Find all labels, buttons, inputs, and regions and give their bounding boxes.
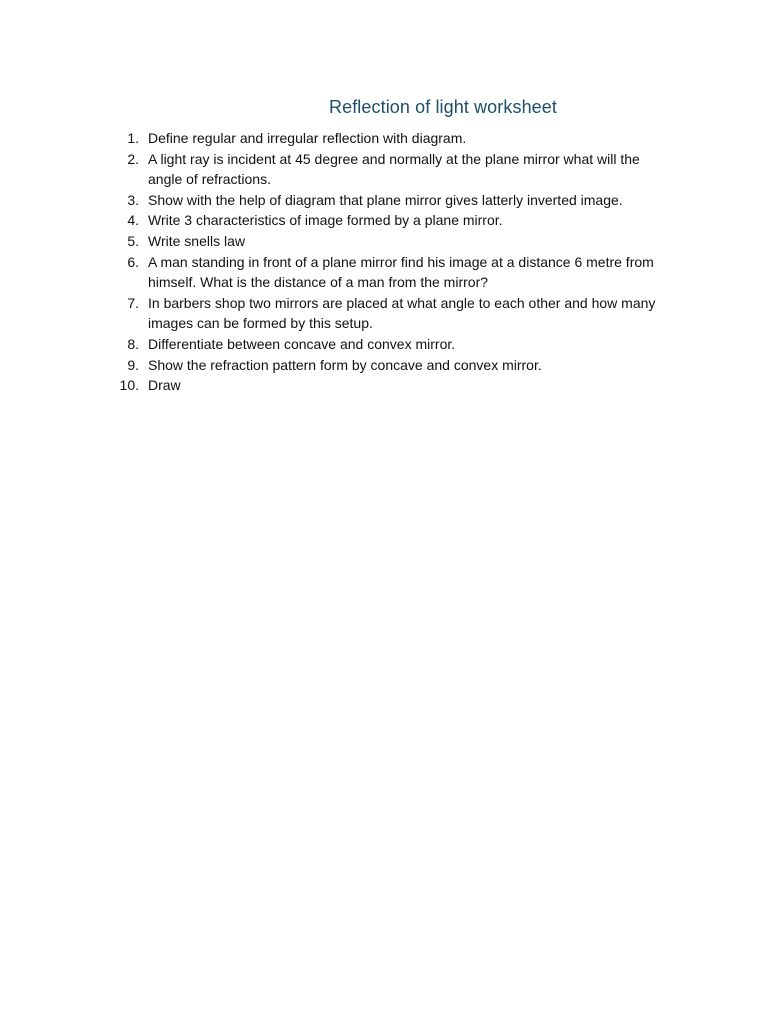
question-text: Draw [148, 377, 181, 394]
question-item [114, 355, 674, 376]
question-item [114, 210, 674, 231]
question-text: Show the refraction pattern form by concave and convex mirror. [148, 356, 542, 373]
question-number: 4. [127, 212, 139, 229]
question-text: Differentiate between concave and convex mirror. [148, 335, 456, 352]
question-number: 5. [127, 232, 139, 249]
question-number: 7. [127, 294, 139, 311]
question-number: 10. [119, 377, 139, 394]
question-item [114, 149, 674, 190]
question-number: 3. [127, 191, 139, 208]
question-item [114, 128, 674, 149]
question-text: Write snells law [148, 232, 245, 249]
question-text: A man standing in front of a plane mirror find his image at a distance 6 metre from himself. What is the distance of a man from the mirror? [148, 253, 654, 291]
question-text: Show with the help of diagram that plane mirror gives latterly inverted image. [148, 191, 623, 208]
question-text: Define regular and irregular reflection with diagram. [148, 130, 467, 146]
question-item [114, 190, 674, 211]
question-text: In barbers shop two mirrors are placed at what angle to each other and how many images can be formed by this setup. [148, 294, 656, 332]
question-number: 1. [127, 130, 139, 146]
question-item [114, 231, 674, 252]
question-list [114, 128, 674, 396]
question-text: A light ray is incident at 45 degree and normally at the plane mirror what will the angle of refractions. [148, 150, 640, 188]
question-item [114, 252, 674, 293]
question-text: Write 3 characteristics of image formed by a plane mirror. [148, 212, 503, 229]
question-item [114, 293, 674, 334]
question-number: 9. [127, 356, 139, 373]
question-number: 2. [127, 150, 139, 167]
question-number: 6. [127, 253, 139, 270]
question-number: 8. [127, 335, 139, 352]
worksheet-title: Reflection of light worksheet [328, 97, 557, 117]
question-item [114, 375, 674, 396]
question-item [114, 334, 674, 355]
